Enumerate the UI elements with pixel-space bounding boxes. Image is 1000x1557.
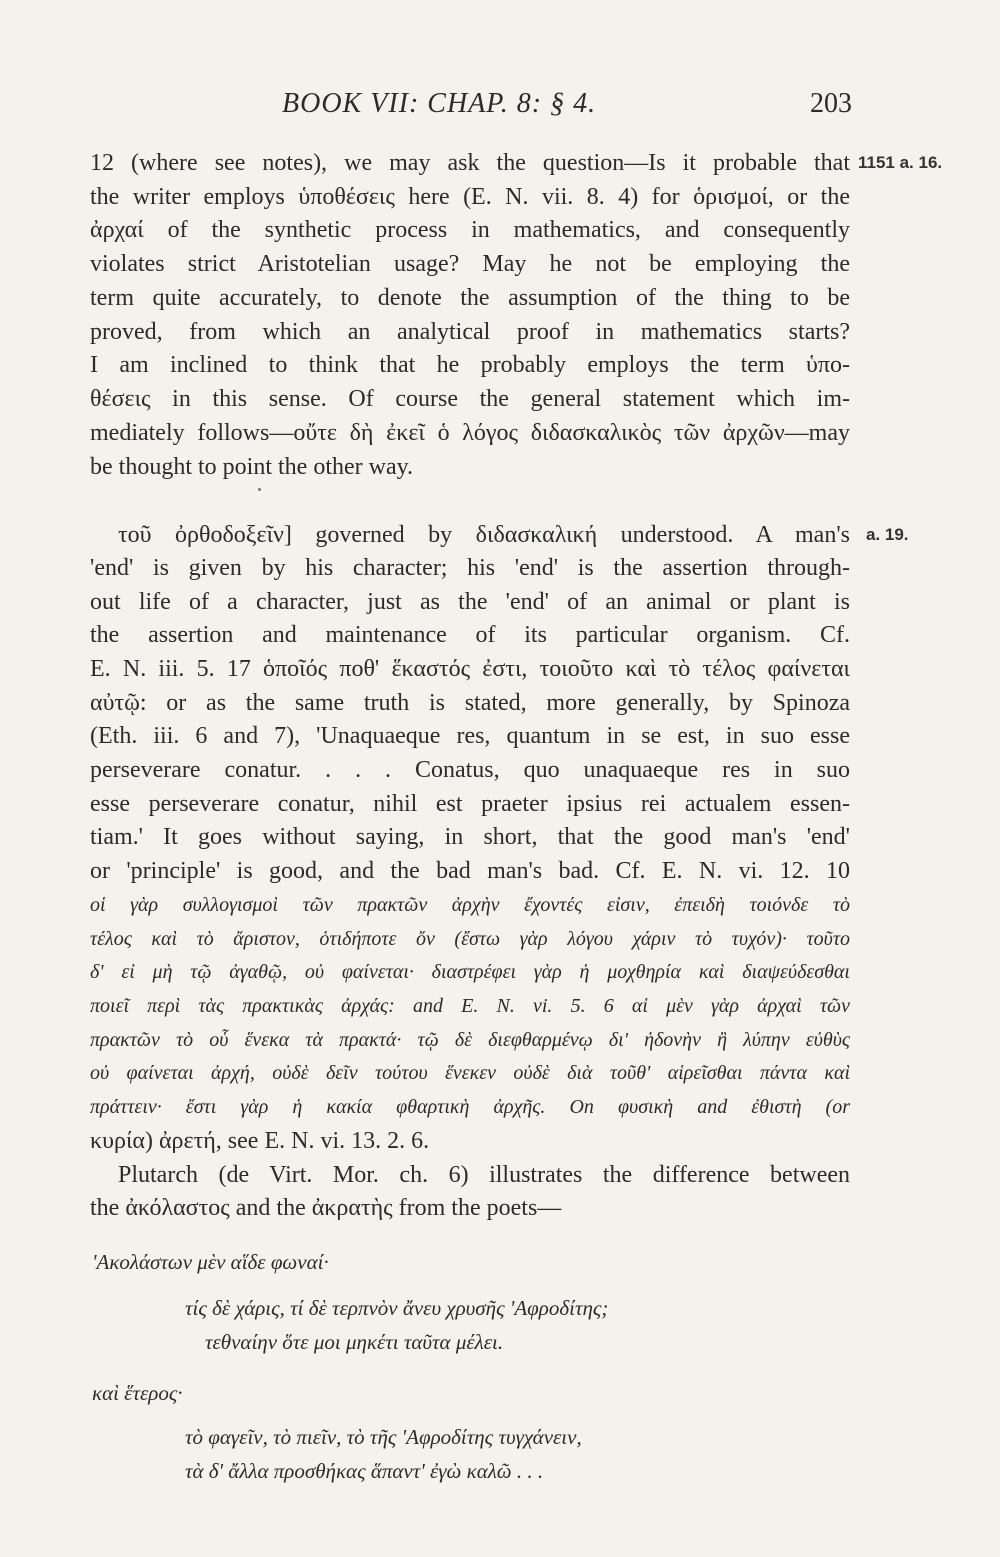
greek-text-line: πρακτῶν τὸ οὗ ἕνεκα τὰ πρακτά· τῷ δὲ διεφθαρμένῳ δι' ἡδονὴν ἢ λύπην εὐθὺς xyxy=(90,1029,850,1051)
text-line: 'end' is given by his character; his 'end' is the assertion through- xyxy=(90,555,850,581)
margin-reference: 1151 a. 16. xyxy=(858,153,943,172)
text-line: τοῦ ὀρθοδοξεῖν] governed by διδασκαλική understood. A man's xyxy=(118,522,850,548)
verse-line: τὰ δ' ἄλλα προσθήκας ἅπαντ' ἐγὼ καλῶ . . . xyxy=(185,1459,544,1483)
greek-text-line: δ' εἰ μὴ τῷ ἀγαθῷ, οὐ φαίνεται· διαστρέφει γὰρ ἡ μοχθηρία καὶ διαψεύδεσθαι xyxy=(90,961,850,983)
quote-intro: καὶ ἕτερος· xyxy=(92,1381,183,1405)
text-line: (Eth. iii. 6 and 7), 'Unaquaeque res, quantum in se est, in suo esse xyxy=(90,723,850,749)
text-line: ἀρχαί of the synthetic process in mathematics, and consequently xyxy=(90,217,850,243)
greek-text-line: πράττειν· ἔστι γὰρ ἡ κακία φθαρτικὴ ἀρχῆς. On φυσικὴ and ἐθιστὴ (or xyxy=(90,1096,850,1118)
verse-line: τεθναίην ὅτε μοι μηκέτι ταῦτα μέλει. xyxy=(205,1330,504,1354)
text-line: the ἀκόλαστος and the ἀκρατὴς from the poets— xyxy=(90,1195,562,1221)
text-line: κυρία) ἀρετή, see E. N. vi. 13. 2. 6. xyxy=(90,1128,430,1154)
text-line: tiam.' It goes without saying, in short, that the good man's 'end' xyxy=(90,824,850,850)
text-line: out life of a character, just as the 'end' of an animal or plant is xyxy=(90,589,850,615)
text-line: I am inclined to think that he probably employs the term ὑπο- xyxy=(90,352,850,378)
text-line: be thought to point the other way. xyxy=(90,454,414,480)
text-line: θέσεις in this sense. Of course the general statement which im- xyxy=(90,386,850,412)
greek-text-line: οὐ φαίνεται ἀρχή, οὐδὲ δεῖν τούτου ἕνεκεν οὐδὲ διὰ τοῦθ' αἱρεῖσθαι πάντα καὶ xyxy=(90,1062,850,1084)
ink-speck xyxy=(258,488,261,491)
text-line: the assertion and maintenance of its particular organism. Cf. xyxy=(90,622,850,648)
running-title: BOOK VII: CHAP. 8: § 4. xyxy=(282,88,597,119)
text-line: mediately follows—οὔτε δὴ ἐκεῖ ὁ λόγος διδασκαλικὸς τῶν ἀρχῶν—may xyxy=(90,420,850,446)
margin-reference: a. 19. xyxy=(866,525,909,544)
text-line: Plutarch (de Virt. Mor. ch. 6) illustrates the difference between xyxy=(118,1162,850,1188)
text-line: perseverare conatur. . . . Conatus, quo unaquaeque res in suo xyxy=(90,757,850,783)
text-line: E. N. iii. 5. 17 ὁποῖός ποθ' ἕκαστός ἐστι, τοιοῦτο καὶ τὸ τέλος φαίνεται xyxy=(90,656,850,682)
text-line: esse perseverare conatur, nihil est praeter ipsius rei actualem essen- xyxy=(90,791,850,817)
quote-intro: 'Ακολάστων μὲν αἵδε φωναί· xyxy=(92,1250,329,1274)
greek-text-line: ποιεῖ περὶ τὰς πρακτικὰς ἀρχάς: and E. N. vi. 5. 6 αἱ μὲν γὰρ ἀρχαὶ τῶν xyxy=(90,995,850,1017)
text-line: αὐτῷ: or as the same truth is stated, more generally, by Spinoza xyxy=(90,690,850,716)
greek-text-line: οἱ γὰρ συλλογισμοὶ τῶν πρακτῶν ἀρχὴν ἔχοντές εἰσιν, ἐπειδὴ τοιόνδε τὸ xyxy=(90,894,850,916)
page-number: 203 xyxy=(810,88,852,119)
verse-line: τὸ φαγεῖν, τὸ πιεῖν, τὸ τῆς 'Αφροδίτης τυγχάνειν, xyxy=(185,1425,582,1449)
text-line: proved, from which an analytical proof in mathematics starts? xyxy=(90,319,850,345)
text-line: term quite accurately, to denote the assumption of the thing to be xyxy=(90,285,850,311)
greek-text-line: τέλος καὶ τὸ ἄριστον, ὁτιδήποτε ὄν (ἔστω γὰρ λόγου χάριν τὸ τυχόν)· τοῦτο xyxy=(90,928,850,950)
text-line: 12 (where see notes), we may ask the question—Is it probable that xyxy=(90,150,850,176)
text-line: or 'principle' is good, and the bad man's bad. Cf. E. N. vi. 12. 10 xyxy=(90,858,850,884)
text-line: the writer employs ὑποθέσεις here (E. N. vii. 8. 4) for ὁρισμοί, or the xyxy=(90,184,850,210)
text-line: violates strict Aristotelian usage? May he not be employing the xyxy=(90,251,850,277)
verse-line: τίς δὲ χάρις, τί δὲ τερπνὸν ἄνευ χρυσῆς 'Αφροδίτης; xyxy=(185,1296,609,1320)
